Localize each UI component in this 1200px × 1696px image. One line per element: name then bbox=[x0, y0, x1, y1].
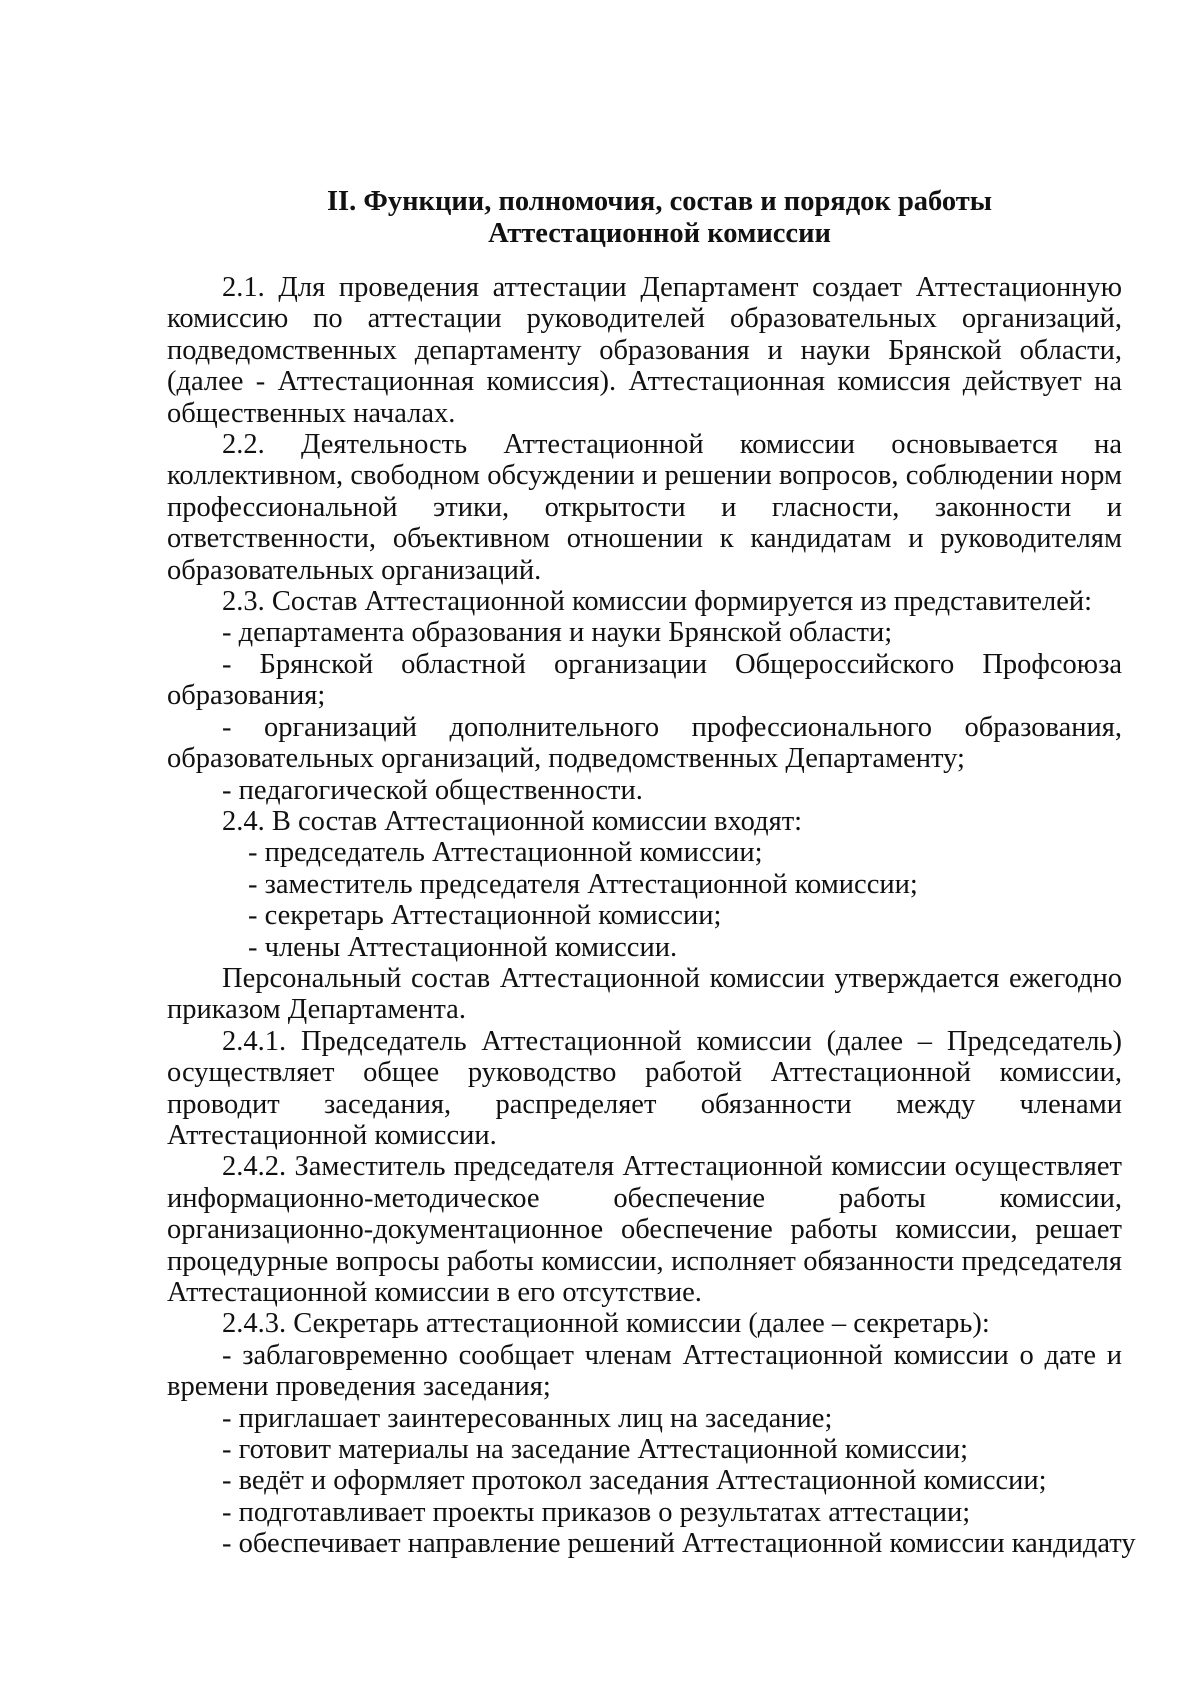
paragraph-2-4-1: 2.4.1. Председатель Аттестационной комиссии (далее – Председатель) осуществляет общее руководство работой Аттестационной комиссии, проводит заседания, распределяет обязанности между членами Аттестационной комиссии. bbox=[167, 1025, 1122, 1151]
document-page bbox=[167, 186, 1136, 1560]
list-item-2-3-a: - департамента образования и науки Брянской области; bbox=[222, 617, 893, 649]
list-item-2-4-3-d: - ведёт и оформляет протокол заседания Аттестационной комиссии; bbox=[222, 1465, 1047, 1497]
paragraph-2-4-3: 2.4.3. Секретарь аттестационной комиссии (далее – секретарь): bbox=[222, 1308, 990, 1340]
list-item-2-3-b: - Брянской областной организации Общероссийского Профсоюза образования; bbox=[167, 648, 1122, 712]
list-item-2-4-d: - члены Аттестационной комиссии. bbox=[248, 931, 678, 963]
paragraph-personal-composition: Персональный состав Аттестационной комиссии утверждается ежегодно приказом Департамента. bbox=[167, 962, 1122, 1026]
heading-line-1: II. Функции, полномочия, состав и порядок работы bbox=[326, 186, 993, 217]
list-item-2-4-b: - заместитель председателя Аттестационной комиссии; bbox=[248, 868, 918, 900]
list-item-2-4-3-f: - обеспечивает направление решений Аттестационной комиссии кандидату bbox=[222, 1528, 1136, 1560]
heading-line-2: Аттестационной комиссии bbox=[488, 218, 831, 249]
section-heading bbox=[167, 186, 1122, 250]
paragraph-2-4: 2.4. В состав Аттестационной комиссии входят: bbox=[222, 805, 803, 837]
paragraph-2-1: 2.1. Для проведения аттестации Департамент создает Аттестационную комиссию по аттестации руководителей образовательных организаций, подведомственных департаменту образования и науки Брянской области, (далее - Аттестационная комиссия). Аттестационная комиссия действует на общественных началах. bbox=[167, 272, 1122, 429]
list-item-2-4-c: - секретарь Аттестационной комиссии; bbox=[248, 900, 722, 932]
paragraph-2-2: 2.2. Деятельность Аттестационной комиссии основывается на коллективном, свободном обсуждении и решении вопросов, соблюдении норм профессиональной этики, открытости и гласности, законности и ответственности, объективном отношении к кандидатам и руководителям образовательных организаций. bbox=[167, 429, 1122, 586]
list-item-2-3-d: - педагогической общественности. bbox=[222, 774, 643, 806]
list-item-2-4-3-b: - приглашает заинтересованных лиц на заседание; bbox=[222, 1402, 833, 1434]
list-item-2-3-c: - организаций дополнительного профессионального образования, образовательных организаций, подведомственных Департаменту; bbox=[167, 711, 1122, 775]
list-item-2-4-a: - председатель Аттестационной комиссии; bbox=[248, 837, 763, 869]
list-item-2-4-3-e: - подготавливает проекты приказов о результатах аттестации; bbox=[222, 1496, 971, 1528]
paragraph-2-4-2: 2.4.2. Заместитель председателя Аттестационной комиссии осуществляет информационно-методическое обеспечение работы комиссии, организационно-документационное обеспечение работы комиссии, решает процедурные вопросы работы комиссии, исполняет обязанности председателя Аттестационной комиссии в его отсутствие. bbox=[167, 1151, 1122, 1308]
paragraph-2-3: 2.3. Состав Аттестационной комиссии формируется из представителей: bbox=[222, 586, 1093, 618]
list-item-2-4-3-a: - заблаговременно сообщает членам Аттестационной комиссии о дате и времени проведения заседания; bbox=[167, 1339, 1122, 1403]
list-item-2-4-3-c: - готовит материалы на заседание Аттестационной комиссии; bbox=[222, 1434, 969, 1466]
